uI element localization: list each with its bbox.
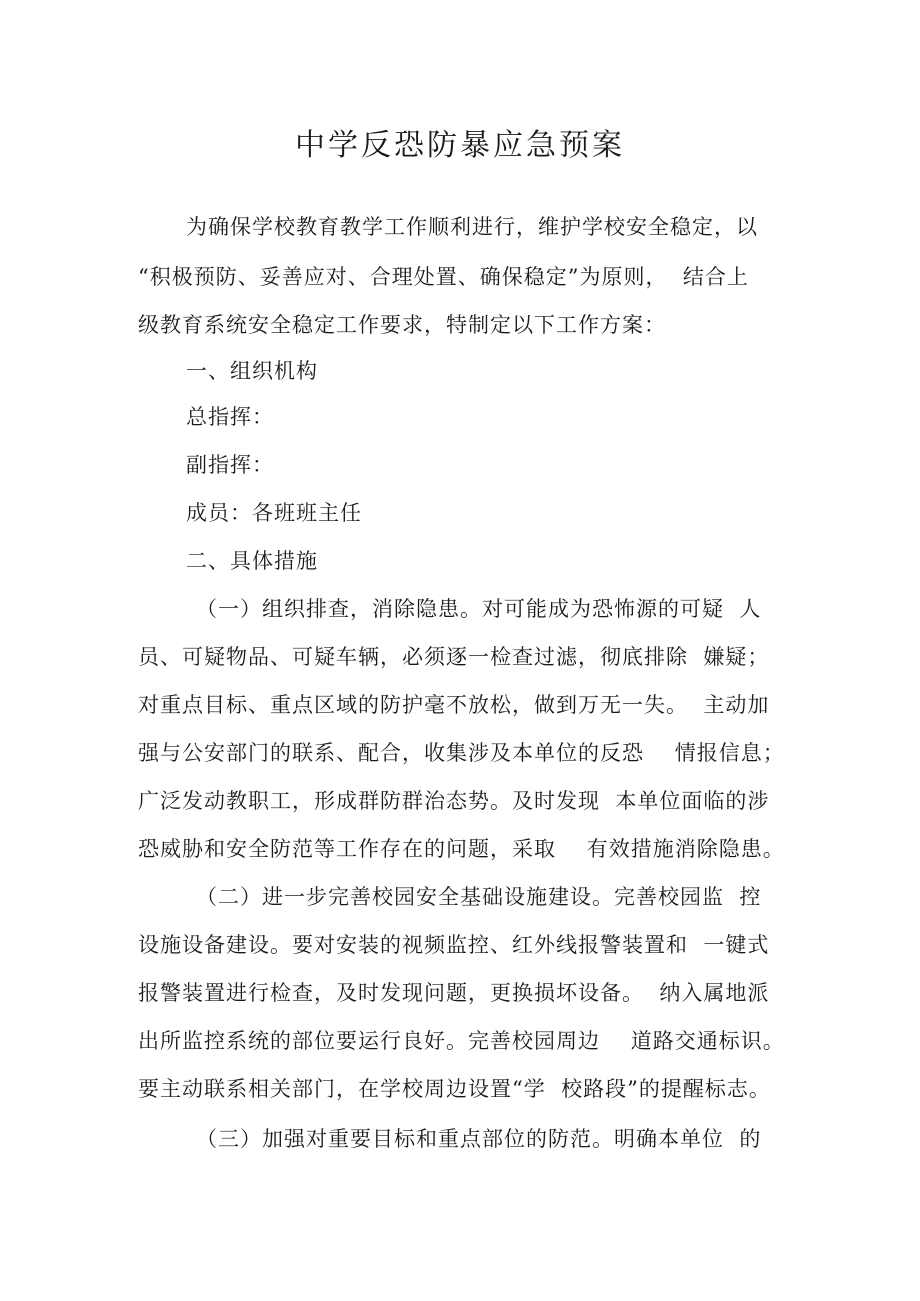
paragraph-line: 级教育系统安全稳定工作要求，特制定以下工作方案： <box>138 313 666 337</box>
paragraph-line: “积极预防、妥善应对、合理处置、确保稳定”为原则， 结合上 <box>138 265 749 289</box>
paragraph-line: 出所监控系统的部位要运行良好。完善校园周边 道路交通标识。 <box>138 1029 785 1053</box>
paragraph-line: 广泛发动教职工，形成群防群治态势。及时发现 本单位面临的涉 <box>138 789 770 813</box>
paragraph-line: 为确保学校教育教学工作顺利进行，维护学校安全稳定，以 <box>186 215 758 239</box>
paragraph-line: 员、可疑物品、可疑车辆，必须逐一检查过滤，彻底排除 嫌疑； <box>138 645 770 669</box>
paragraph-line: 设施设备建设。要对安装的视频监控、红外线报警装置和 一键式 <box>138 933 770 957</box>
paragraph-line: 报警装置进行检查，及时发现问题，更换损坏设备。 纳入属地派 <box>138 981 770 1005</box>
paragraph-line: 成员：各班班主任 <box>186 501 362 525</box>
section-heading: 一、组织机构 <box>186 359 318 383</box>
paragraph-line: （二）进一步完善校园安全基础设施建设。完善校园监 控 <box>196 885 762 909</box>
paragraph-line: 副指挥： <box>186 453 274 477</box>
paragraph-line: 对重点目标、重点区域的防护毫不放松，做到万无一失。 主动加 <box>138 693 770 717</box>
paragraph-line: （三）加强对重要目标和重点部位的防范。明确本单位 的 <box>196 1127 762 1151</box>
paragraph-line: 恐威胁和安全防范等工作存在的问题，采取 有效措施消除隐患。 <box>138 837 785 861</box>
paragraph-line: 总指挥： <box>186 405 274 429</box>
section-heading: 二、具体措施 <box>186 549 318 573</box>
paragraph-line: （一）组织排查，消除隐患。对可能成为恐怖源的可疑 人 <box>196 597 762 621</box>
paragraph-line: 强与公安部门的联系、配合，收集涉及本单位的反恐 情报信息； <box>138 741 785 765</box>
paragraph-line: 要主动联系相关部门，在学校周边设置“学 校路段”的提醒标志。 <box>138 1077 771 1101</box>
document-title: 中学反恐防暴应急预案 <box>295 128 625 163</box>
